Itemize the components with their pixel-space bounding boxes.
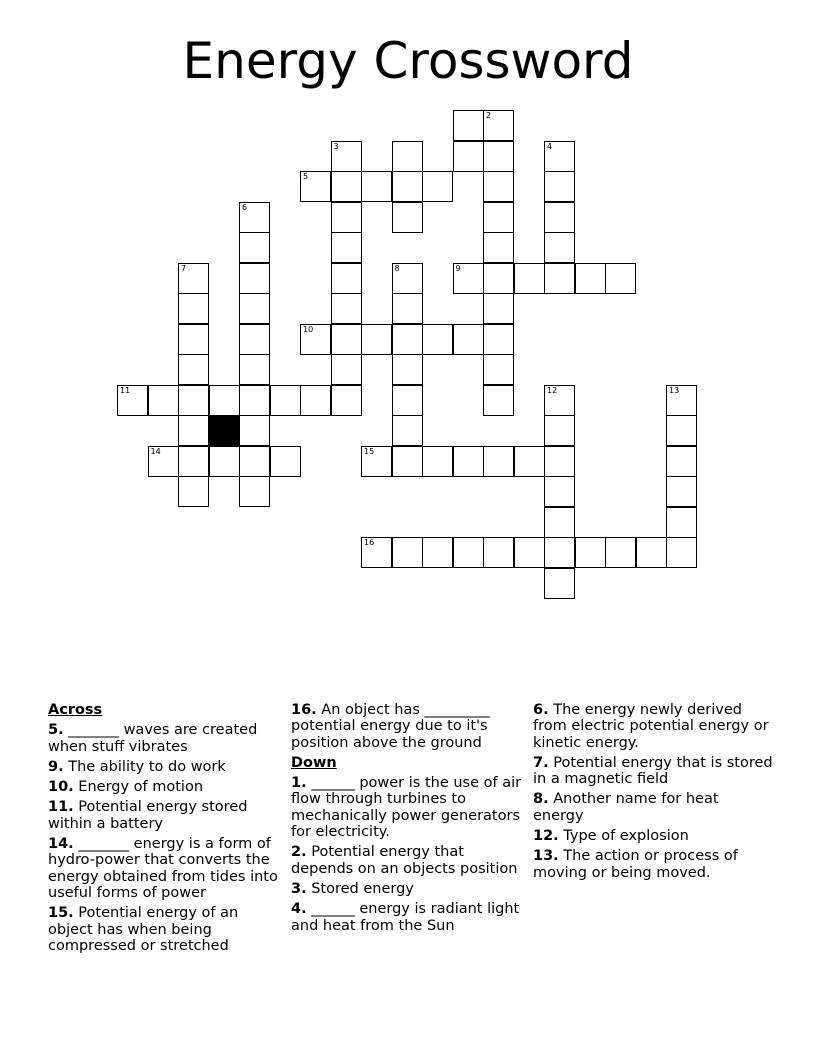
grid-cell[interactable] <box>178 293 209 324</box>
clue-number-label: 7 <box>181 263 187 273</box>
grid-cell[interactable] <box>361 537 392 568</box>
grid-cell[interactable] <box>331 232 362 263</box>
clue-text: The ability to do work <box>68 758 226 775</box>
clue-down-7 <box>533 755 773 788</box>
grid-cell[interactable] <box>544 141 575 172</box>
clue-down-8 <box>533 791 773 824</box>
grid-cell[interactable] <box>514 537 545 568</box>
grid-cell[interactable] <box>544 232 575 263</box>
grid-cell[interactable] <box>392 354 423 385</box>
grid-cell[interactable] <box>453 141 484 172</box>
grid-cell[interactable] <box>666 385 697 416</box>
grid-cell[interactable] <box>666 446 697 477</box>
grid-cell[interactable] <box>483 354 514 385</box>
grid-cell[interactable] <box>544 568 575 599</box>
grid-cell[interactable] <box>331 385 362 416</box>
clue-number-label: 2 <box>486 111 492 120</box>
grid-cell[interactable] <box>209 446 240 477</box>
grid-cell[interactable] <box>666 476 697 507</box>
grid-cell[interactable] <box>483 385 514 416</box>
grid-cell[interactable] <box>300 385 331 416</box>
clue-down-12 <box>533 828 773 844</box>
grid-cell[interactable] <box>148 385 179 416</box>
clue-down-3 <box>291 881 527 897</box>
grid-cell[interactable] <box>453 263 484 294</box>
grid-cell[interactable] <box>544 385 575 416</box>
clue-number: 10. <box>48 779 74 796</box>
grid-cell[interactable] <box>392 293 423 324</box>
clue-across-15 <box>48 905 283 954</box>
grid-cell[interactable] <box>361 446 392 477</box>
clue-across-10 <box>48 779 283 795</box>
grid-cell[interactable] <box>422 171 453 202</box>
clue-across-16 <box>291 702 527 751</box>
clue-down-4 <box>291 901 527 934</box>
grid-cell[interactable] <box>544 507 575 538</box>
clue-text: Stored energy <box>311 880 414 897</box>
grid-cell[interactable] <box>422 324 453 355</box>
grid-cell[interactable] <box>239 415 270 446</box>
clue-text: Energy of motion <box>78 779 204 796</box>
grid-cell[interactable] <box>239 354 270 385</box>
grid-cell[interactable] <box>514 446 545 477</box>
clue-number-label: 8 <box>394 263 400 273</box>
clue-text: Potential energy that is stored in a magnetic field <box>533 754 773 788</box>
grid-cell[interactable] <box>453 324 484 355</box>
grid-cell[interactable] <box>331 354 362 385</box>
grid-cell[interactable] <box>453 537 484 568</box>
grid-cell[interactable] <box>483 171 514 202</box>
clue-number-label: 10 <box>303 324 314 334</box>
grid-cell[interactable] <box>331 171 362 202</box>
grid-cell[interactable] <box>575 537 606 568</box>
grid-cell[interactable] <box>392 324 423 355</box>
clue-number: 12. <box>533 828 559 845</box>
grid-cell[interactable] <box>666 415 697 446</box>
grid-cell[interactable] <box>117 385 148 416</box>
grid-cell[interactable] <box>239 324 270 355</box>
grid-cell[interactable] <box>331 324 362 355</box>
grid-cell[interactable] <box>636 537 667 568</box>
grid-cell[interactable] <box>178 354 209 385</box>
grid-cell[interactable] <box>239 293 270 324</box>
clue-text: _______ energy is a form of hydro-power that converts the energy obtained from tides into useful forms of power <box>48 836 278 901</box>
clues-column-1 <box>48 702 283 958</box>
grid-cell[interactable] <box>544 415 575 446</box>
grid-cell[interactable] <box>483 263 514 294</box>
clue-number-label: 4 <box>547 141 553 151</box>
clue-number: 15. <box>48 905 74 922</box>
grid-cell[interactable] <box>483 232 514 263</box>
grid-cell[interactable] <box>178 324 209 355</box>
clue-number: 5. <box>48 722 64 739</box>
grid-cell[interactable] <box>331 293 362 324</box>
grid-cell[interactable] <box>239 476 270 507</box>
clue-down-6 <box>533 702 773 751</box>
clue-text: Potential energy stored within a battery <box>48 799 248 832</box>
grid-cell[interactable] <box>392 141 423 172</box>
clue-number-label: 16 <box>364 538 375 547</box>
clue-number-label: 14 <box>150 446 161 456</box>
clue-number: 4. <box>291 901 307 918</box>
grid-cell[interactable] <box>209 385 240 416</box>
across-heading: Across <box>48 702 103 718</box>
clue-down-1 <box>291 775 527 840</box>
clue-down-2 <box>291 844 527 877</box>
clue-number: 13. <box>533 848 559 865</box>
grid-cell[interactable] <box>148 446 179 477</box>
clue-number: 11. <box>48 799 74 816</box>
clue-text: ______ power is the use of air flow through turbines to mechanically power generators for electricity. <box>291 775 522 841</box>
clue-text: Potential energy that depends on an objects position <box>291 844 518 877</box>
clue-text: Another name for heat energy <box>533 791 719 824</box>
clue-text: An object has _________ potential energy due to it's position above the ground <box>291 702 490 751</box>
grid-cell[interactable] <box>392 415 423 446</box>
clue-number: 6. <box>533 702 549 718</box>
grid-cell[interactable] <box>422 446 453 477</box>
clue-number-label: 11 <box>120 385 131 395</box>
grid-cell[interactable] <box>300 324 331 355</box>
grid-cell[interactable] <box>392 263 423 294</box>
grid-cell[interactable] <box>483 110 514 141</box>
clues-column-2 <box>291 702 527 938</box>
grid-cell[interactable] <box>178 446 209 477</box>
grid-cell[interactable] <box>178 415 209 446</box>
clue-text: Type of explosion <box>563 828 689 845</box>
clue-number: 16. <box>291 702 317 718</box>
grid-cell[interactable] <box>178 263 209 294</box>
grid-cell[interactable] <box>544 537 575 568</box>
clue-number-label: 5 <box>303 172 309 181</box>
grid-cell[interactable] <box>178 385 209 416</box>
grid-cell[interactable] <box>178 476 209 507</box>
grid-cell[interactable] <box>422 537 453 568</box>
grid-cell[interactable] <box>514 263 545 294</box>
clue-number: 2. <box>291 844 307 861</box>
grid-cell[interactable] <box>605 537 636 568</box>
clue-text: ______ energy is radiant light and heat from the Sun <box>291 901 520 934</box>
clue-number: 8. <box>533 791 549 808</box>
clue-across-11 <box>48 799 283 832</box>
clue-number: 3. <box>291 880 307 897</box>
grid-cell[interactable] <box>331 141 362 172</box>
clue-number-label: 13 <box>669 385 680 395</box>
grid-cell[interactable] <box>331 263 362 294</box>
grid-cell[interactable] <box>483 141 514 172</box>
clue-across-9 <box>48 759 283 775</box>
grid-cell[interactable] <box>483 324 514 355</box>
clue-across-14 <box>48 836 283 901</box>
grid-cell[interactable] <box>544 202 575 233</box>
clues-column-3 <box>533 702 773 885</box>
page-title: Energy Crossword <box>182 32 634 90</box>
grid-cell[interactable] <box>666 507 697 538</box>
clue-text: The action or process of moving or being moved. <box>533 848 738 881</box>
grid-cell[interactable] <box>483 446 514 477</box>
grid-cell[interactable] <box>605 263 636 294</box>
clue-text: _______ waves are created when stuff vibrates <box>48 722 258 755</box>
clue-across-5 <box>48 722 283 755</box>
grid-cell[interactable] <box>239 385 270 416</box>
clue-number: 7. <box>533 754 549 771</box>
clue-number-label: 15 <box>364 446 375 456</box>
down-heading: Down <box>291 754 337 771</box>
clue-number: 9. <box>48 758 64 775</box>
grid-cell[interactable] <box>575 263 606 294</box>
clue-number: 1. <box>291 775 307 792</box>
grid-cell[interactable] <box>483 537 514 568</box>
grid-cell[interactable] <box>361 324 392 355</box>
grid-cell[interactable] <box>483 202 514 233</box>
grid-cell[interactable] <box>239 446 270 477</box>
clue-text: The energy newly derived from electric potential energy or kinetic energy. <box>533 702 769 751</box>
grid-cell[interactable] <box>300 171 331 202</box>
grid-cell[interactable] <box>239 263 270 294</box>
grid-cell[interactable] <box>331 202 362 233</box>
grid-cell[interactable] <box>544 171 575 202</box>
clue-number-label: 9 <box>455 263 461 273</box>
grid-cell[interactable] <box>239 232 270 263</box>
grid-cell[interactable] <box>544 263 575 294</box>
grid-cell[interactable] <box>361 171 392 202</box>
clue-down-13 <box>533 848 773 881</box>
grid-cell[interactable] <box>270 446 301 477</box>
clue-number-label: 3 <box>333 141 339 151</box>
grid-cell[interactable] <box>453 446 484 477</box>
grid-cell[interactable] <box>544 446 575 477</box>
grid-cell[interactable] <box>666 537 697 568</box>
clue-number: 14. <box>48 836 74 853</box>
grid-cell[interactable] <box>453 110 484 141</box>
grid-cell[interactable] <box>270 385 301 416</box>
grid-cell[interactable] <box>483 293 514 324</box>
grid-cell[interactable] <box>544 476 575 507</box>
grid-cell[interactable] <box>392 171 423 202</box>
grid-cell[interactable] <box>392 202 423 233</box>
grid-cell[interactable] <box>392 537 423 568</box>
grid-cell[interactable] <box>392 385 423 416</box>
clue-text: Potential energy of an object has when being compressed or stretched <box>48 905 239 954</box>
grid-cell[interactable] <box>392 446 423 477</box>
clue-number-label: 6 <box>242 202 248 212</box>
black-square <box>209 415 240 446</box>
grid-cell[interactable] <box>239 202 270 233</box>
clue-number-label: 12 <box>547 385 558 395</box>
